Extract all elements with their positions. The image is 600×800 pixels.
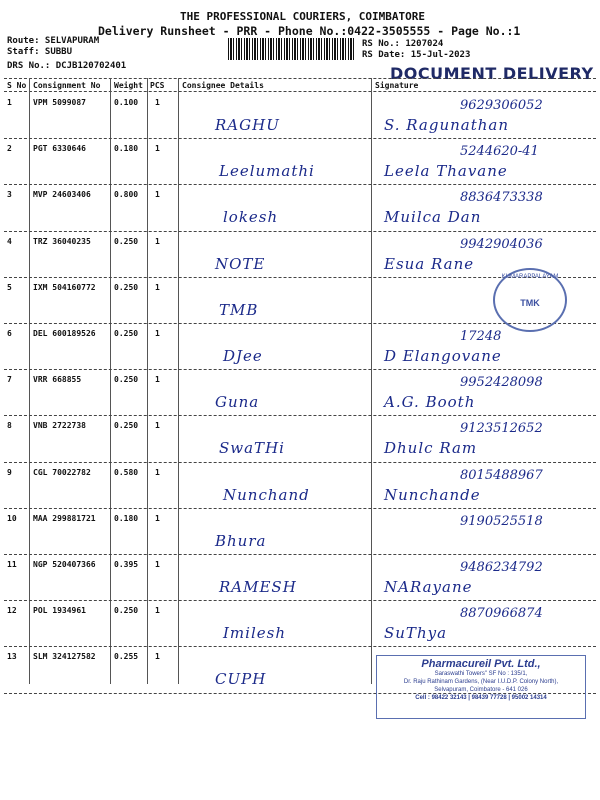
row-signature-handwritten: D Elangovane <box>384 347 502 365</box>
col-rule <box>178 78 179 684</box>
row-weight: 0.250 <box>114 375 139 385</box>
row-consignee-handwritten: TMB <box>219 300 259 319</box>
col-consignee: Consignee Details <box>182 81 264 90</box>
row-consignment-no: MAA 299881721 <box>33 513 96 523</box>
row-sno: 12 <box>7 606 17 616</box>
row-consignee-handwritten: Imilesh <box>223 624 286 643</box>
row-weight: 0.250 <box>114 236 139 246</box>
row-consignment-no: TRZ 36040235 <box>33 236 91 246</box>
col-signature: Signature <box>375 81 419 90</box>
row-weight: 0.800 <box>114 190 139 200</box>
row-pcs: 1 <box>155 144 160 154</box>
row-sno: 2 <box>7 144 12 154</box>
round-company-seal <box>493 268 567 332</box>
row-phone-handwritten: 8836473338 <box>460 190 543 206</box>
col-rule <box>110 78 111 684</box>
row-weight: 0.250 <box>114 329 139 338</box>
row-sno: 13 <box>7 652 17 662</box>
row-separator <box>4 231 596 232</box>
staff-label: Staff: SUBBU <box>7 47 73 57</box>
row-consignment-no: NGP 520407366 <box>33 560 96 569</box>
row-separator <box>4 415 596 416</box>
pharma-name: Pharmacureil Pvt. Ltd., <box>421 658 541 670</box>
col-sno: S No <box>7 81 27 90</box>
col-consignment: Consignment No <box>33 81 101 90</box>
row-separator <box>4 646 596 647</box>
row-consignee-handwritten: DJee <box>223 347 263 365</box>
row-consignee-handwritten: Guna <box>215 393 260 412</box>
row-consignee-handwritten: RAGHU <box>215 116 280 134</box>
row-signature-handwritten: Muilca Dan <box>384 208 482 227</box>
row-weight: 0.180 <box>114 144 139 154</box>
row-sno: 5 <box>7 282 12 292</box>
row-phone-handwritten: 8015488967 <box>460 467 543 483</box>
row-weight: 0.250 <box>114 421 139 431</box>
row-consignee-handwritten: Bhura <box>215 531 267 550</box>
row-phone-handwritten: 9942904036 <box>460 236 543 252</box>
rs-date: RS Date: 15-Jul-2023 <box>362 50 471 60</box>
row-separator <box>4 138 596 139</box>
row-sno: 3 <box>7 190 12 200</box>
row-consignment-no: SLM 324127582 <box>33 652 96 662</box>
row-consignment-no: PGT 6330646 <box>33 144 86 154</box>
col-weight: Weight <box>114 81 143 90</box>
round-seal-center-text: TMK <box>520 298 540 308</box>
col-rule <box>147 78 148 684</box>
row-sno: 9 <box>7 467 12 477</box>
row-phone-handwritten: 8870966874 <box>460 606 543 622</box>
row-pcs: 1 <box>155 190 160 200</box>
row-pcs: 1 <box>155 329 160 338</box>
row-pcs: 1 <box>155 560 160 569</box>
row-consignment-no: DEL 600189526 <box>33 329 96 338</box>
row-phone-handwritten: 9190525518 <box>460 513 543 529</box>
row-sno: 4 <box>7 236 12 246</box>
row-weight: 0.580 <box>114 467 139 477</box>
row-consignee-handwritten: RAMESH <box>219 578 297 596</box>
row-separator <box>4 600 596 601</box>
row-pcs: 1 <box>155 652 160 662</box>
row-pcs: 1 <box>155 606 160 616</box>
row-signature-handwritten: S. Ragunathan <box>384 116 510 134</box>
row-signature-handwritten: Nunchande <box>384 485 481 504</box>
row-signature-handwritten: Esua Rane <box>384 254 475 273</box>
row-consignment-no: VRR 668855 <box>33 375 82 385</box>
row-weight: 0.250 <box>114 282 139 292</box>
row-consignment-no: POL 1934961 <box>33 606 86 616</box>
row-pcs: 1 <box>155 513 160 523</box>
row-signature-handwritten: SuThya <box>384 624 448 643</box>
row-phone-handwritten: 5244620-41 <box>460 144 539 160</box>
row-consignee-handwritten: NOTE <box>215 254 266 273</box>
pharma-address-1: Saraswathi Towers" SF No : 135/1, <box>434 671 528 677</box>
row-sno: 6 <box>7 329 12 338</box>
col-rule <box>371 78 372 684</box>
row-pcs: 1 <box>155 467 160 477</box>
row-phone-handwritten: 17248 <box>460 329 502 344</box>
pharma-address-3: Selvapuram, Coimbatore - 641 026 <box>434 687 528 693</box>
row-consignee-handwritten: Nunchand <box>223 485 310 504</box>
row-consignee-handwritten: SwaTHi <box>219 439 285 458</box>
row-consignee-handwritten: lokesh <box>223 208 279 227</box>
row-signature-handwritten: Leela Thavane <box>384 162 508 181</box>
row-weight: 0.395 <box>114 560 139 569</box>
row-consignment-no: VNB 2722738 <box>33 421 86 431</box>
col-rule <box>29 78 30 684</box>
col-pcs: PCS <box>150 81 165 90</box>
row-consignment-no: MVP 24603406 <box>33 190 91 200</box>
route-label: Route: SELVAPURAM <box>7 36 100 46</box>
rs-number: RS No.: 1207024 <box>362 39 444 49</box>
row-weight: 0.250 <box>114 606 139 616</box>
row-pcs: 1 <box>155 236 160 246</box>
row-separator <box>4 369 596 370</box>
document-delivery-stamp: DOCUMENT DELIVERY <box>390 64 594 83</box>
row-weight: 0.255 <box>114 652 139 662</box>
row-separator <box>4 508 596 509</box>
row-phone-handwritten: 9123512652 <box>460 421 543 437</box>
row-signature-handwritten: A.G. Booth <box>384 393 476 412</box>
pharma-address-2: Dr. Raju Rathinam Gardens, (Near I.U.D.P. Colony North), <box>403 679 559 685</box>
row-consignee-handwritten: CUPH <box>215 670 267 689</box>
row-signature-handwritten: Dhulc Ram <box>384 439 478 458</box>
row-separator <box>4 554 596 555</box>
row-consignment-no: CGL 70022782 <box>33 467 91 477</box>
drs-number: DRS No.: DCJB120702401 <box>7 61 127 71</box>
round-seal-top-text: KUMARAPPALAYAM <box>501 274 559 280</box>
row-consignment-no: IXM 504160772 <box>33 282 96 292</box>
pharma-phone: Cell : 98422 32143 | 98439 77728 | 95002 14314 <box>415 695 547 701</box>
row-weight: 0.180 <box>114 513 139 523</box>
row-signature-handwritten: NARayane <box>384 578 473 596</box>
barcode-image <box>228 38 356 60</box>
row-consignment-no: VPM 5099087 <box>33 98 86 107</box>
header-bottom-rule <box>4 91 596 92</box>
row-phone-handwritten: 9952428098 <box>460 375 543 391</box>
header-top-rule <box>4 78 596 79</box>
row-separator <box>4 184 596 185</box>
row-sno: 8 <box>7 421 12 431</box>
runsheet-subtitle: Delivery Runsheet - PRR - Phone No.:0422-3505555 - Page No.:1 <box>98 24 521 38</box>
row-weight: 0.100 <box>114 98 139 107</box>
row-sno: 11 <box>7 560 17 569</box>
pharmacureil-stamp <box>376 655 586 719</box>
row-sno: 10 <box>7 513 17 523</box>
row-pcs: 1 <box>155 421 160 431</box>
row-phone-handwritten: 9486234792 <box>460 560 543 575</box>
row-consignee-handwritten: Leelumathi <box>219 162 315 181</box>
row-separator <box>4 462 596 463</box>
company-title: THE PROFESSIONAL COURIERS, COIMBATORE <box>180 10 426 23</box>
row-phone-handwritten: 9629306052 <box>460 98 543 113</box>
row-pcs: 1 <box>155 375 160 385</box>
row-pcs: 1 <box>155 98 160 107</box>
row-pcs: 1 <box>155 282 160 292</box>
row-sno: 1 <box>7 98 12 107</box>
row-sno: 7 <box>7 375 12 385</box>
